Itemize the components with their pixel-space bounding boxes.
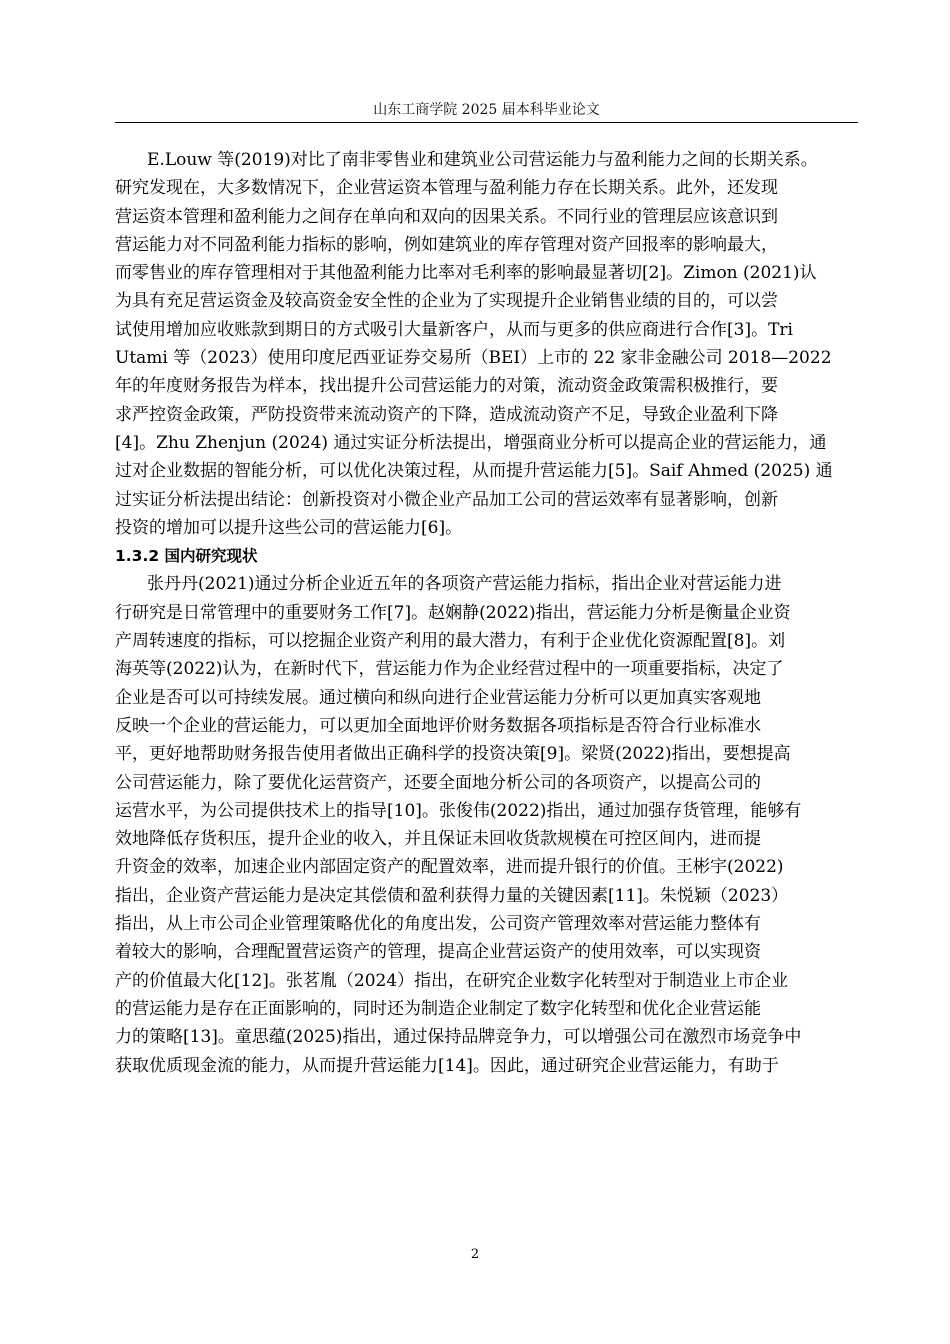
- page-number: 2: [470, 1247, 480, 1262]
- text-line: 海英等(2022)认为，在新时代下，营运能力作为企业经营过程中的一项重要指标，决定了: [115, 659, 784, 680]
- text-line: 平，更好地帮助财务报告使用者做出正确科学的投资决策[9]。梁贤(2022)指出，要想提高: [115, 744, 791, 765]
- text-line: E.Louw 等(2019)对比了南非零售业和建筑业公司营运能力与盈利能力之间的长期关系。: [147, 150, 818, 170]
- text-line: 效地降低存货积压，提升企业的收入，并且保证未回收货款规模在可控区间内，进而提: [115, 829, 761, 850]
- text-line: Utami 等（2023）使用印度尼西亚证券交易所（BEI）上市的 22 家非金融公司 2018—2022: [115, 348, 832, 369]
- text-line: [4]。Zhu Zhenjun (2024) 通过实证分析法提出，增强商业分析可以提高企业的营运能力，通: [115, 432, 827, 453]
- text-line: 营运资本管理和盈利能力之间存在单向和双向的因果关系。不同行业的管理层应该意识到: [115, 206, 778, 227]
- text-line: 营运能力对不同盈利能力指标的影响，例如建筑业的库存管理对资产回报率的影响最大，: [115, 234, 778, 255]
- text-line: 指出，从上市公司企业管理策略优化的角度出发，公司资产管理效率对营运能力整体有: [115, 914, 761, 935]
- running-header: 山东工商学院 2025 届本科毕业论文: [373, 102, 600, 118]
- text-line: 升资金的效率，加速企业内部固定资产的配置效率，进而提升银行的价值。王彬宇(2022): [115, 857, 784, 878]
- text-line: 而零售业的库存管理相对于其他盈利能力比率对毛利率的影响最显著切[2]。Zimon (2021)认: [115, 263, 817, 284]
- text-line: 年的年度财务报告为样本，找出提升公司营运能力的对策，流动资金政策需积极推行，要: [115, 376, 778, 397]
- paragraph-foreign-research: [115, 146, 858, 542]
- text-line: 运营水平，为公司提供技术上的指导[10]。张俊伟(2022)指出，通过加强存货管理，能够有: [115, 800, 802, 821]
- text-line: 着较大的影响，合理配置营运资产的管理，提高企业营运资产的使用效率，可以实现资: [115, 942, 761, 963]
- text-line: 过对企业数据的智能分析，可以优化决策过程，从而提升营运能力[5]。Saif Ahmed (2025) 通: [115, 461, 833, 482]
- text-line: 反映一个企业的营运能力，可以更加全面地评价财务数据各项指标是否符合行业标准水: [115, 715, 761, 736]
- text-line: 企业是否可以可持续发展。通过横向和纵向进行企业营运能力分析可以更加真实客观地: [115, 687, 761, 708]
- text-line: 产周转速度的指标，可以挖掘企业资产利用的最大潜力，有利于企业优化资源配置[8]。刘: [115, 631, 786, 652]
- page-body: [115, 146, 858, 1080]
- text-line: 研究发现在，大多数情况下，企业营运资本管理与盈利能力存在长期关系。此外，还发现: [115, 178, 778, 199]
- text-line: 指出，企业资产营运能力是决定其偿债和盈利获得力量的关键因素[11]。朱悦颖（2023）: [115, 885, 789, 906]
- text-line: 张丹丹(2021)通过分析企业近五年的各项资产营运能力指标，指出企业对营运能力进: [147, 574, 782, 595]
- text-line: 为具有充足营运资金及较高资金安全性的企业为了实现提升企业销售业绩的目的，可以尝: [115, 291, 778, 312]
- text-line: 求严控资金政策，严防投资带来流动资产的下降，造成流动资产不足，导致企业盈利下降: [115, 404, 778, 425]
- text-line: 公司营运能力，除了要优化运营资产，还要全面地分析公司的各项资产，以提高公司的: [115, 772, 761, 793]
- text-line: 行研究是日常管理中的重要财务工作[7]。赵娴静(2022)指出，营运能力分析是衡量企业资: [115, 602, 791, 623]
- text-line: 力的策略[13]。童思蕴(2025)指出，通过保持品牌竞争力，可以增强公司在激烈市场竞争中: [115, 1027, 802, 1048]
- text-line: 的营运能力是存在正面影响的，同时还为制造企业制定了数字化转型和优化企业营运能: [115, 998, 761, 1019]
- text-line: 试使用增加应收账款到期日的方式吸引大量新客户，从而与更多的供应商进行合作[3]。Tri: [115, 319, 793, 340]
- text-line: 过实证分析法提出结论：创新投资对小微企业产品加工公司的营运效率有显著影响，创新: [115, 489, 778, 510]
- text-line: 获取优质现金流的能力，从而提升营运能力[14]。因此，通过研究企业营运能力，有助于: [115, 1055, 779, 1076]
- paragraph-domestic-research: [115, 570, 858, 1079]
- header-rule: [115, 122, 858, 123]
- text-line: 产的价值最大化[12]。张茗胤（2024）指出，在研究企业数字化转型对于制造业上市企业: [115, 970, 789, 991]
- text-line: 投资的增加可以提升这些公司的营运能力[6]。: [115, 517, 463, 538]
- section-heading: 1.3.2 国内研究现状: [115, 547, 258, 566]
